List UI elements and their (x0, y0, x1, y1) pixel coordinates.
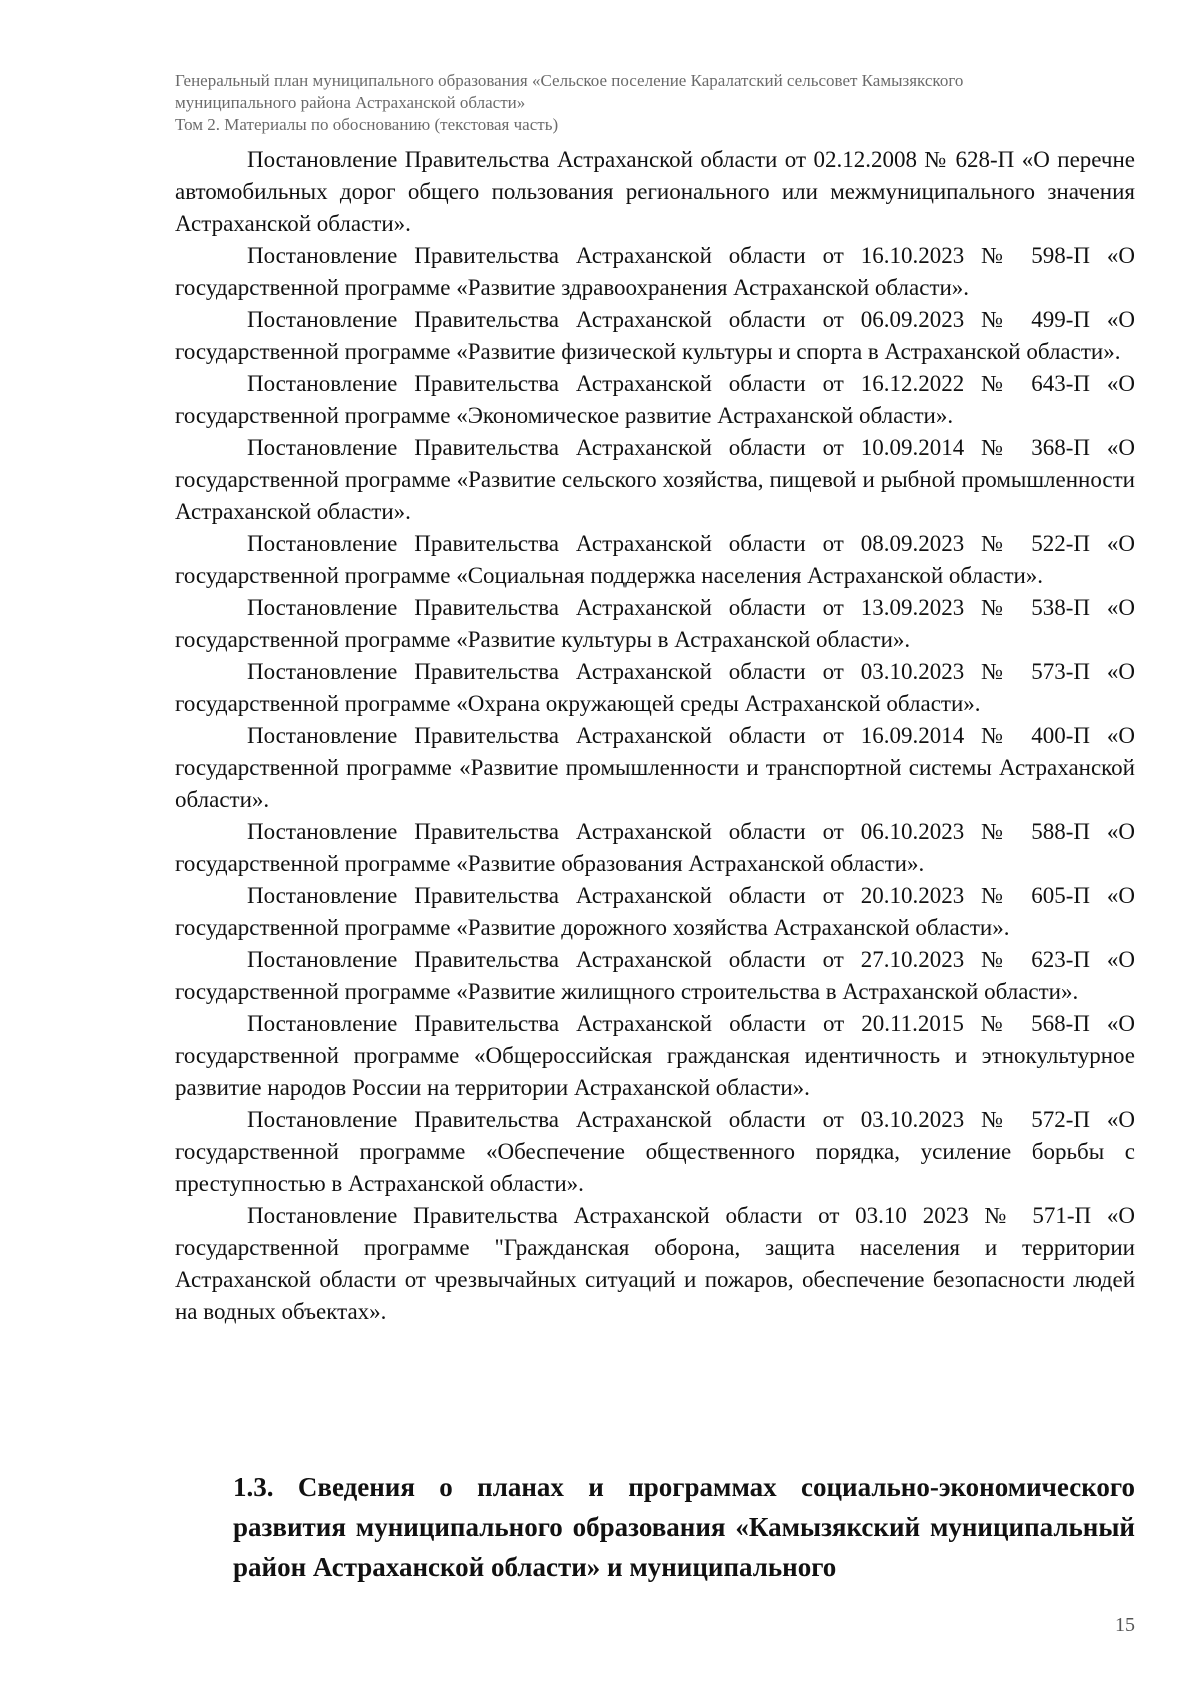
decree-paragraph: Постановление Правительства Астраханской области от 20.11.2015 № 568-П «О государственной программе «Общероссийская гражданская идентичность и этнокультурное развитие народов России на территории Астраханской области». (175, 1011, 1135, 1100)
decree-paragraph: Постановление Правительства Астраханской области от 02.12.2008 № 628-П «О перечне автомобильных дорог общего пользования регионального или межмуниципального значения Астраханской области». (175, 147, 1135, 236)
decree-paragraph: Постановление Правительства Астраханской области от 10.09.2014 № 368-П «О государственной программе «Развитие сельского хозяйства, пищевой и рыбной промышленности Астраханской области». (175, 435, 1135, 524)
decree-paragraph: Постановление Правительства Астраханской области от 08.09.2023 № 522-П «О государственной программе «Социальная поддержка населения Астраханской области». (175, 531, 1135, 588)
decree-paragraph: Постановление Правительства Астраханской области от 03.10 2023 № 571-П «О государственной программе "Гражданская оборона, защита населения и территории Астраханской области от чрезвычайных ситуаций и пожаров, обеспечение безопасности людей на водных объектах». (175, 1203, 1135, 1324)
decree-paragraph: Постановление Правительства Астраханской области от 16.12.2022 № 643-П «О государственной программе «Экономическое развитие Астраханской области». (175, 371, 1135, 428)
body-text (175, 144, 1135, 1328)
header-title-line-2: муниципального района Астраханской области» (175, 93, 526, 112)
header-volume-line: Том 2. Материалы по обоснованию (текстовая часть) (175, 115, 559, 134)
decree-paragraph: Постановление Правительства Астраханской области от 03.10.2023 № 573-П «О государственной программе «Охрана окружающей среды Астраханской области». (175, 659, 1135, 716)
page-number: 15 (1115, 1614, 1135, 1636)
decree-paragraph: Постановление Правительства Астраханской области от 27.10.2023 № 623-П «О государственной программе «Развитие жилищного строительства в Астраханской области». (175, 947, 1135, 1004)
header-title-line-1: Генеральный план муниципального образования «Сельское поселение Каралатский сельсовет Камызякского (175, 71, 964, 90)
decree-paragraph: Постановление Правительства Астраханской области от 06.09.2023 № 499-П «О государственной программе «Развитие физической культуры и спорта в Астраханской области». (175, 307, 1135, 364)
decree-paragraph: Постановление Правительства Астраханской области от 16.09.2014 № 400-П «О государственной программе «Развитие промышленности и транспортной системы Астраханской области». (175, 723, 1135, 812)
decree-paragraph: Постановление Правительства Астраханской области от 13.09.2023 № 538-П «О государственной программе «Развитие культуры в Астраханской области». (175, 595, 1135, 652)
decree-paragraph: Постановление Правительства Астраханской области от 06.10.2023 № 588-П «О государственной программе «Развитие образования Астраханской области». (175, 819, 1135, 876)
decree-paragraph: Постановление Правительства Астраханской области от 16.10.2023 № 598-П «О государственной программе «Развитие здравоохранения Астраханской области». (175, 243, 1135, 300)
running-header (175, 70, 1135, 136)
decree-paragraph: Постановление Правительства Астраханской области от 03.10.2023 № 572-П «О государственной программе «Обеспечение общественного порядка, усиление борьбы с преступностью в Астраханской области». (175, 1107, 1135, 1196)
section-heading: 1.3. Сведения о планах и программах социально-экономического развития муниципального образования «Камызякский муниципальный район Астраханской области» и муниципального (233, 1472, 1135, 1582)
decree-paragraph: Постановление Правительства Астраханской области от 20.10.2023 № 605-П «О государственной программе «Развитие дорожного хозяйства Астраханской области». (175, 883, 1135, 940)
